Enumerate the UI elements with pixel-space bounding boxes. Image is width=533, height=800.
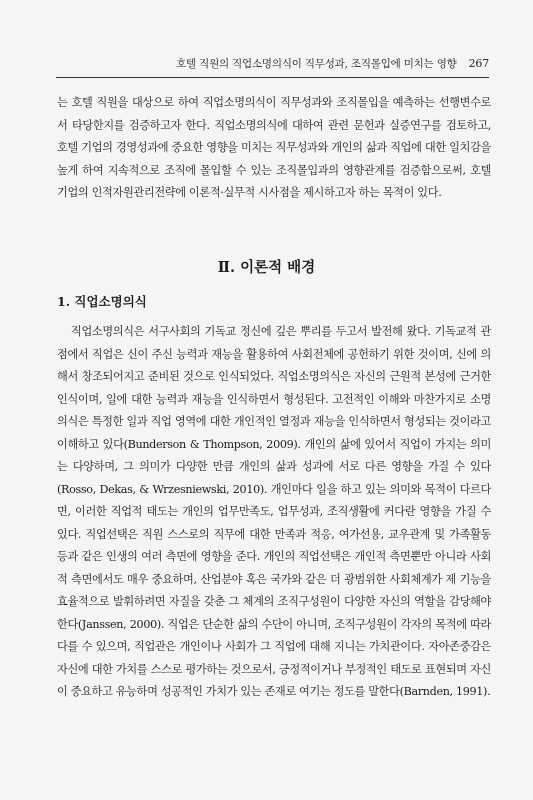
page-number: 267 xyxy=(468,57,489,70)
running-title: 호텔 직원의 직업소명의식이 직무성과, 조직몰입에 미치는 영향 xyxy=(176,58,457,70)
section-heading: Ⅱ. 이론적 배경 xyxy=(217,259,316,276)
subsection-heading: 1. 직업소명의식 xyxy=(57,294,147,309)
intro-paragraph: 는 호텔 직원을 대상으로 하여 직업소명의식이 직무성과와 조직몰입을 예측하는 선행변수로서 타당한지를 검증하고자 한다. 직업소명의식에 대하여 관련 문헌과 실증연구를 검토하고, 호텔 기업의 경영성과에 중요한 영향을 미치는 직무성과와 개인의 삶과 직업에 대한 일치감을 높게 하여 지속적으로 조직에 몰입할 수 있는 조직몰입과의 영향관계를 검증함으로써, 호텔 기업의 인적자원관리전략에 이론적·실무적 시사점을 제시하고자 하는 목적이 있다. xyxy=(57,96,491,199)
header-rule xyxy=(56,77,489,78)
body-paragraph: 직업소명의식은 서구사회의 기독교 정신에 깊은 뿌리를 두고서 발전해 왔다. 기독교적 관점에서 직업은 신이 주신 능력과 재능을 활용하여 사회전체에 공헌하기 위한 것이며, 신에 의해서 창조되어지고 준비된 것으로 인식되었다. 직업소명의식은 자신의 근원적 본성에 근거한 인식이며, 일에 대한 능력과 재능을 인식하면서 형성된다. 고전적인 이해와 마찬가지로 소명의식은 특정한 일과 직업 영역에 대한 개인적인 열정과 재능을 인식하면서 형성되는 것이라고 이해하고 있다(Bunderson & Thompson, 2009). 개인의 삶에 있어서 직업이 가지는 의미는 다양하며, 그 의미가 다양한 만큼 개인의 삶과 성과에 서로 다른 영향을 가질 수 있다(Rosso, Dekas, & Wrzesniewski, 2010). 개인마다 일을 하고 있는 의미와 목적이 다르다면, 이러한 직업적 태도는 개인의 업무만족도, 업무성과, 조직생활에 커다란 영향을 가질 수 있다. 직업선택은 직원 스스로의 직무에 대한 만족과 적응, 여가선용, 교우관계 및 가족활동 등과 같은 인생의 여러 측면에 영향을 준다. 개인의 직업선택은 개인적 측면뿐만 아니라 사회적 측면에서도 매우 중요하며, 산업분야 혹은 국가와 같은 더 광범위한 사회체계가 제 기능을 효율적으로 발휘하려면 자질을 갖춘 그 체계의 조직구성원이 다양한 자신의 역할을 감당해야 한다(Janssen, 2000). 직업은 단순한 삶의 수단이 아니며, 조직구성원이 각자의 목적에 따라 다를 수 있으며, 직업관은 개인이나 사회가 그 직업에 대해 지니는 가치관이다. 자아존중감은 자신에 대한 가치를 스스로 평가하는 것으로서, 긍정적이거나 부정적인 태도로 표현되며 자신이 중요하고 유능하며 성공적인 가치가 있는 존재로 여기는 정도를 말한다(Barnden, 1991). xyxy=(57,325,491,698)
running-header xyxy=(0,56,489,71)
